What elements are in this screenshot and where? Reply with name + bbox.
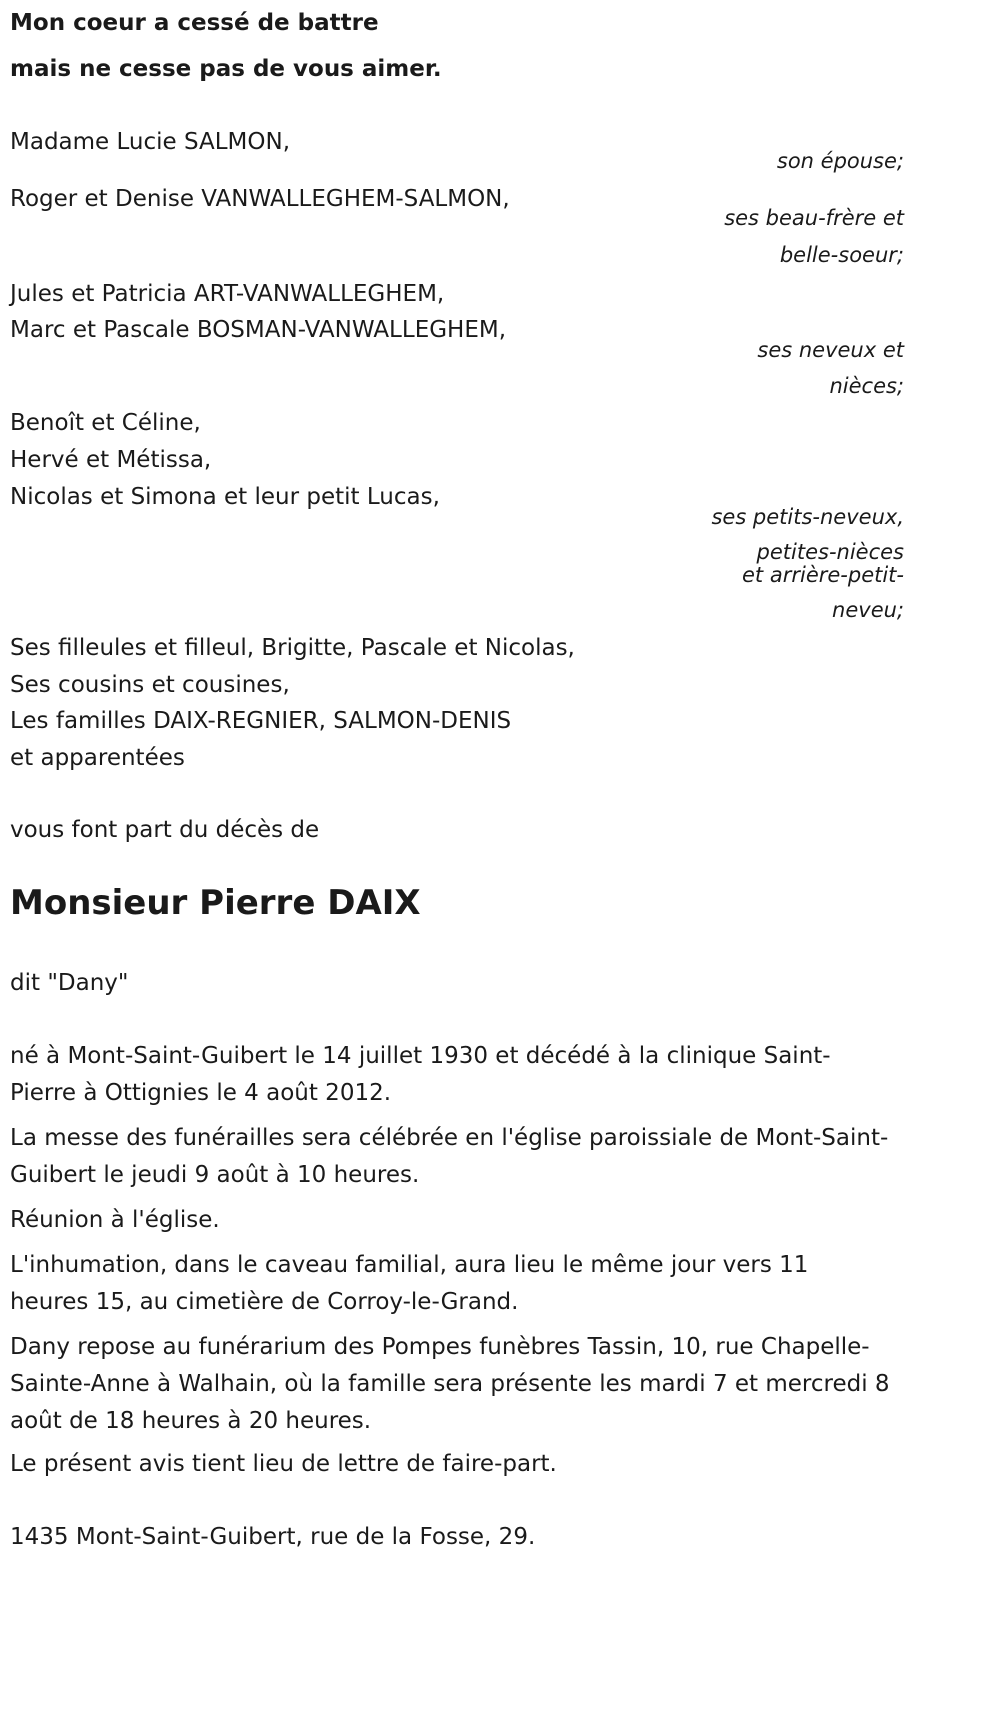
grandnephews-role-line-4: neveu; bbox=[832, 598, 904, 622]
grandnephews-role-line-1: ses petits-neveux, bbox=[711, 505, 904, 529]
funeral-mass-paragraph: La messe des funérailles sera célébrée en l'église paroissiale de Mont-Saint-Guibert le jeudi 9 août à 10 heures. bbox=[10, 1125, 889, 1188]
notice-paragraph: Le présent avis tient lieu de lettre de faire-part. bbox=[10, 1451, 557, 1477]
address-line: 1435 Mont-Saint-Guibert, rue de la Fosse, 29. bbox=[10, 1524, 536, 1550]
other-relatives-line: Ses filleules et filleul, Brigitte, Pascale et Nicolas, bbox=[10, 635, 575, 661]
grandnephew-name: Benoît et Céline, bbox=[10, 410, 201, 436]
deceased-name: Monsieur Pierre DAIX bbox=[10, 883, 421, 923]
epigraph-line-1: Mon coeur a cessé de battre bbox=[10, 10, 379, 36]
grandnephews-role-line-3: et arrière-petit- bbox=[742, 563, 904, 587]
other-relatives-line: et apparentées bbox=[10, 745, 185, 771]
other-relatives-line: Ses cousins et cousines, bbox=[10, 672, 290, 698]
grandnephew-name: Nicolas et Simona et leur petit Lucas, bbox=[10, 484, 440, 510]
announcement-text: vous font part du décès de bbox=[10, 817, 320, 843]
meeting-paragraph: Réunion à l'église. bbox=[10, 1207, 220, 1233]
inlaws-name: Roger et Denise VANWALLEGHEM-SALMON, bbox=[10, 186, 510, 212]
nephews-role-line-1: ses neveux et bbox=[757, 338, 904, 362]
spouse-role: son épouse; bbox=[776, 149, 904, 173]
inlaws-role-line-1: ses beau-frère et bbox=[724, 206, 904, 230]
inlaws-role-line-2: belle-soeur; bbox=[779, 243, 904, 267]
grandnephews-role-line-2: petites-nièces bbox=[756, 540, 904, 564]
grandnephew-name: Hervé et Métissa, bbox=[10, 447, 212, 473]
epigraph-line-2: mais ne cesse pas de vous aimer. bbox=[10, 56, 442, 82]
nephew-name: Jules et Patricia ART-VANWALLEGHEM, bbox=[10, 281, 445, 307]
spouse-name: Madame Lucie SALMON, bbox=[10, 129, 291, 155]
funeral-home-paragraph: Dany repose au funérarium des Pompes funèbres Tassin, 10, rue Chapelle-Sainte-Anne à Walhain, où la famille sera présente les mardi 7 et mercredi 8 août de 18 heures à 20 heures. bbox=[10, 1334, 890, 1434]
other-relatives-line: Les familles DAIX-REGNIER, SALMON-DENIS bbox=[10, 708, 512, 734]
nephews-role-line-2: nièces; bbox=[829, 374, 904, 398]
deceased-nickname: dit "Dany" bbox=[10, 970, 129, 996]
nephew-name: Marc et Pascale BOSMAN-VANWALLEGHEM, bbox=[10, 317, 507, 343]
birth-death-paragraph: né à Mont-Saint-Guibert le 14 juillet 1930 et décédé à la clinique Saint-Pierre à Ottignies le 4 août 2012. bbox=[10, 1043, 831, 1106]
burial-paragraph: L'inhumation, dans le caveau familial, aura lieu le même jour vers 11 heures 15, au cimetière de Corroy-le-Grand. bbox=[10, 1252, 809, 1315]
